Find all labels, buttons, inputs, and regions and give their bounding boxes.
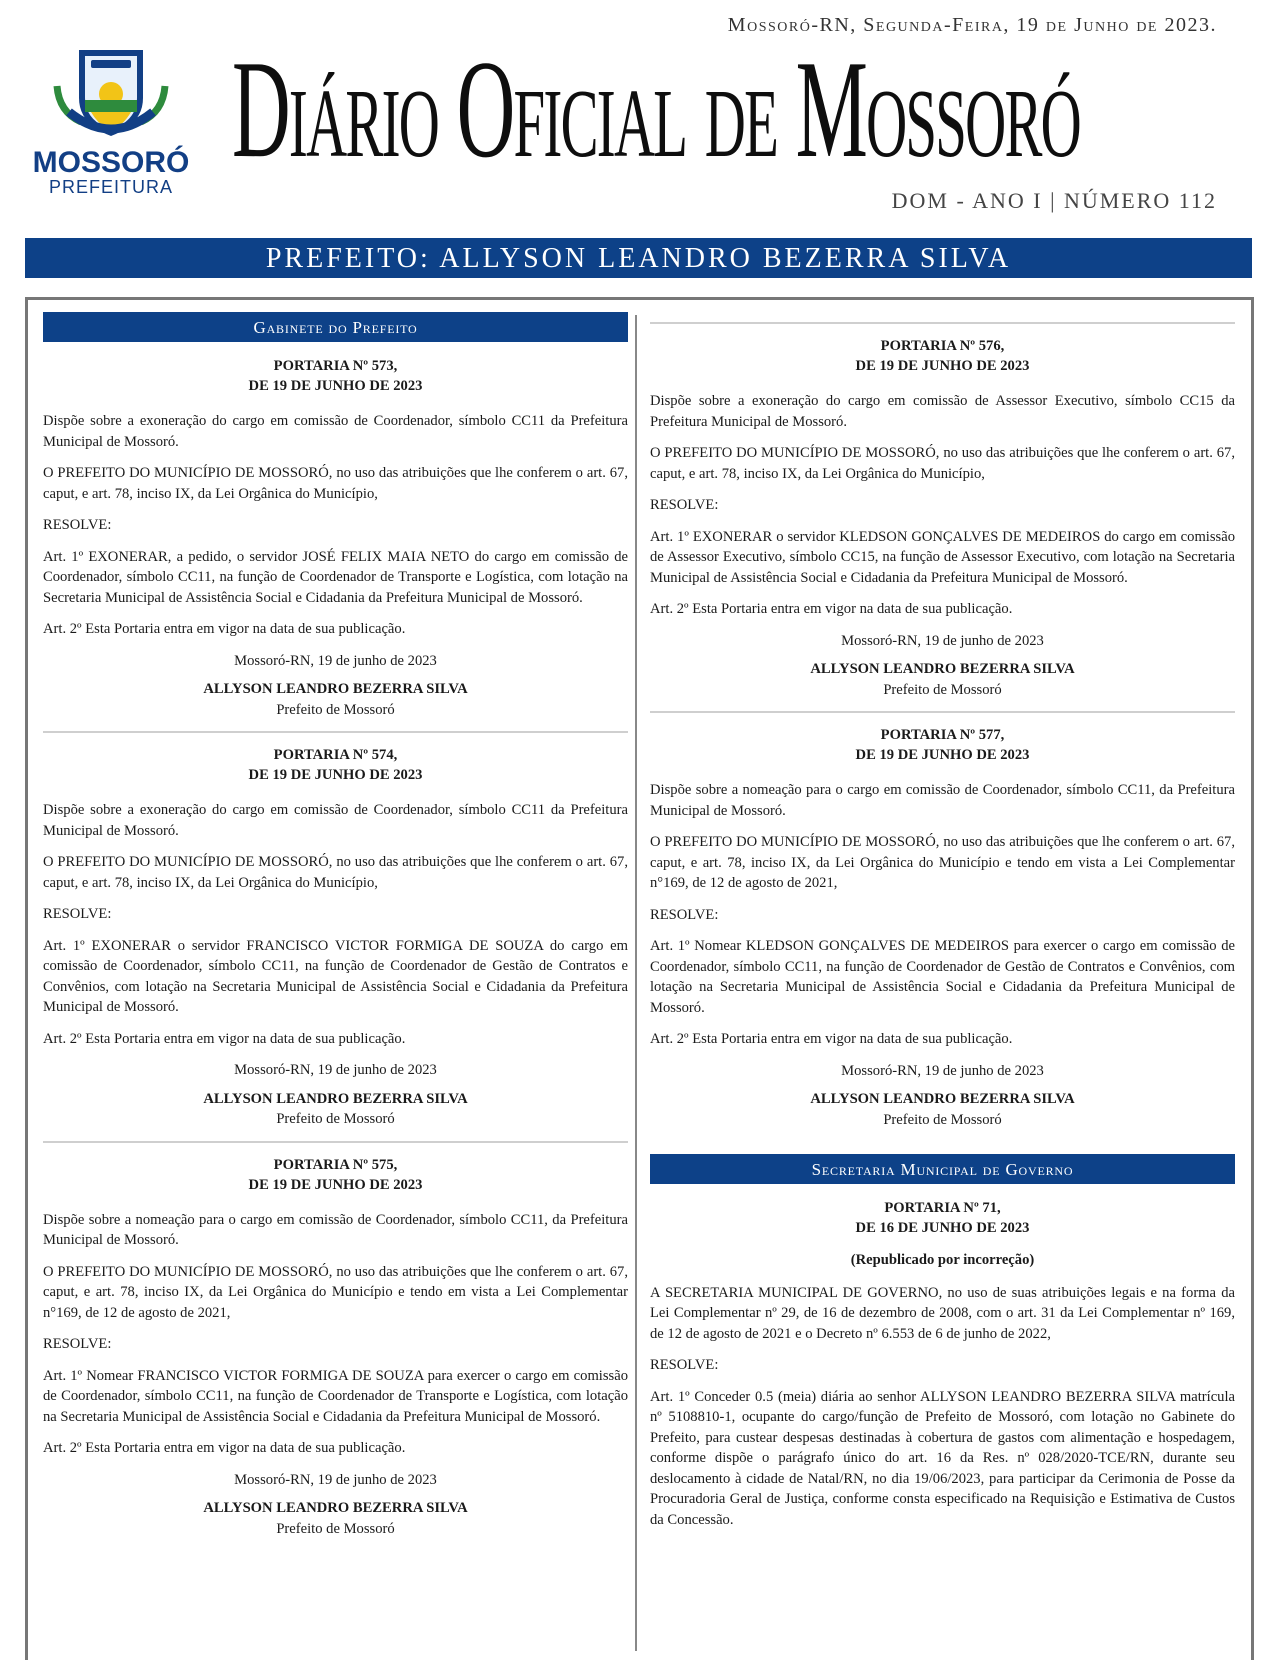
portaria-number: PORTARIA Nº 573, bbox=[273, 358, 398, 374]
portaria-title bbox=[43, 745, 628, 785]
mayor-banner: PREFEITO: ALLYSON LEANDRO BEZERRA SILVA bbox=[25, 238, 1252, 278]
dateline: Mossoró-RN, Segunda-Feira, 19 de Junho de 2023. bbox=[727, 14, 1217, 36]
portaria-signer-role: Prefeito de Mossoró bbox=[883, 1111, 1002, 1128]
portaria-preamble: O PREFEITO DO MUNICÍPIO DE MOSSORÓ, no uso das atribuições que lhe conferem o art. 67, caput, e art. 78, inciso IX, da Lei Orgânica do Município, bbox=[650, 445, 1235, 482]
portaria-574 bbox=[43, 745, 628, 1130]
portaria-art1: Art. 1º Nomear FRANCISCO VICTOR FORMIGA DE SOUZA para exercer o cargo em comissão de Coordenador, símbolo CC11, na função de Coordenador de Transporte e Logística, com lotação na Secretaria Municipal de Assistência Social e Cidadania da Prefeitura Municipal de Mossoró. bbox=[43, 1367, 628, 1425]
portaria-title bbox=[650, 725, 1235, 765]
portaria-signer: ALLYSON LEANDRO BEZERRA SILVA bbox=[810, 661, 1075, 677]
portaria-ementa: Dispõe sobre a exoneração do cargo em comissão de Assessor Executivo, símbolo CC15 da Prefeitura Municipal de Mossoró. bbox=[650, 393, 1235, 430]
portaria-signer: ALLYSON LEANDRO BEZERRA SILVA bbox=[203, 1500, 468, 1516]
portaria-number: PORTARIA Nº 577, bbox=[880, 727, 1005, 743]
portaria-573 bbox=[43, 356, 628, 720]
portaria-number: PORTARIA Nº 576, bbox=[880, 338, 1005, 354]
portaria-art1: Art. 1º EXONERAR, a pedido, o servidor JOSÉ FELIX MAIA NETO do cargo em comissão de Coordenador, símbolo CC11, na função de Coordenador de Transporte e Logística, com lotação na Secretaria Municipal de Assistência Social e Cidadania da Prefeitura Municipal de Mossoró. bbox=[43, 548, 628, 606]
portaria-ementa: Dispõe sobre a exoneração do cargo em comissão de Coordenador, símbolo CC11 da Prefeitura Municipal de Mossoró. bbox=[43, 413, 628, 450]
separator bbox=[43, 731, 628, 733]
portaria-preamble: O PREFEITO DO MUNICÍPIO DE MOSSORÓ, no uso das atribuições que lhe conferem o art. 67, caput, e art. 78, inciso IX, da Lei Orgânica do Município e tendo em vista a Lei Complementar n°169, de 12 de agosto de 2021, bbox=[650, 834, 1235, 891]
portaria-date: DE 19 DE JUNHO DE 2023 bbox=[248, 767, 423, 783]
portaria-art1: Art. 1º Nomear KLEDSON GONÇALVES DE MEDEIROS para exercer o cargo em comissão de Coordenador, símbolo CC11, na função de Coordenador de Gestão de Contratos e Convênios, com lotação na Secretaria Municipal de Assistência Social e Cidadania da Prefeitura Municipal de Mossoró. bbox=[650, 938, 1235, 1016]
portaria-signer: ALLYSON LEANDRO BEZERRA SILVA bbox=[203, 681, 468, 697]
portaria-signer-role: Prefeito de Mossoró bbox=[276, 1520, 395, 1537]
portaria-preamble: A SECRETARIA MUNICIPAL DE GOVERNO, no uso de suas atribuições legais e na forma da Lei Complementar nº 29, de 16 de dezembro de 2008, com o art. 31 da Lei Complementar nº 169, de 12 de agosto de 2021 e o Decreto nº 6.553 de 6 de junho de 2022, bbox=[650, 1284, 1235, 1342]
portaria-art2: Art. 2º Esta Portaria entra em vigor na data de sua publicação. bbox=[43, 1440, 406, 1456]
left-column bbox=[43, 312, 628, 1539]
portaria-preamble: O PREFEITO DO MUNICÍPIO DE MOSSORÓ, no uso das atribuições que lhe conferem o art. 67, caput, e art. 78, inciso IX, da Lei Orgânica do Município e tendo em vista a Lei Complementar n°169, de 12 de agosto de 2021, bbox=[43, 1263, 628, 1321]
portaria-place-date: Mossoró-RN, 19 de junho de 2023 bbox=[234, 1471, 437, 1488]
portaria-art2: Art. 2º Esta Portaria entra em vigor na data de sua publicação. bbox=[43, 621, 406, 637]
section-header-gabinete: Gabinete do Prefeito bbox=[43, 312, 628, 342]
separator bbox=[43, 1141, 628, 1143]
portaria-signer: ALLYSON LEANDRO BEZERRA SILVA bbox=[203, 1090, 468, 1107]
portaria-577 bbox=[650, 725, 1235, 1130]
portaria-ementa: Dispõe sobre a nomeação para o cargo em comissão de Coordenador, símbolo CC11, da Prefeitura Municipal de Mossoró. bbox=[650, 782, 1235, 819]
portaria-number: PORTARIA Nº 575, bbox=[273, 1156, 398, 1173]
prefeitura-logo bbox=[22, 42, 200, 207]
portaria-date: DE 19 DE JUNHO DE 2023 bbox=[855, 747, 1030, 763]
portaria-place-date: Mossoró-RN, 19 de junho de 2023 bbox=[841, 632, 1044, 649]
portaria-title bbox=[650, 336, 1235, 376]
portaria-number: PORTARIA Nº 71, bbox=[884, 1200, 1001, 1216]
logo-brand: MOSSORÓ bbox=[32, 146, 190, 179]
portaria-resolve: RESOLVE: bbox=[650, 906, 719, 923]
portaria-title bbox=[43, 356, 628, 396]
right-column bbox=[650, 312, 1235, 1541]
portaria-art2: Art. 2º Esta Portaria entra em vigor na data de sua publicação. bbox=[650, 1031, 1013, 1047]
portaria-title bbox=[43, 1155, 628, 1195]
portaria-resolve: RESOLVE: bbox=[43, 906, 112, 922]
portaria-preamble: O PREFEITO DO MUNICÍPIO DE MOSSORÓ, no uso das atribuições que lhe conferem o art. 67, caput, e art. 78, inciso IX, da Lei Orgânica do Município, bbox=[43, 465, 628, 502]
portaria-71 bbox=[650, 1198, 1235, 1530]
portaria-art1: Art. 1º EXONERAR o servidor FRANCISCO VICTOR FORMIGA DE SOUZA do cargo em comissão de Coordenador, símbolo CC11, na função de Coordenador de Gestão de Contratos e Convênios, com lotação na Secretaria Municipal de Assistência Social e Cidadania da Prefeitura Municipal de Mossoró. bbox=[43, 937, 628, 1015]
portaria-number: PORTARIA Nº 574, bbox=[273, 747, 398, 763]
portaria-resolve: RESOLVE: bbox=[43, 1336, 112, 1352]
portaria-signer: ALLYSON LEANDRO BEZERRA SILVA bbox=[810, 1091, 1075, 1107]
portaria-art2: Art. 2º Esta Portaria entra em vigor na data de sua publicação. bbox=[43, 1030, 406, 1047]
portaria-date: DE 19 DE JUNHO DE 2023 bbox=[248, 1176, 423, 1193]
republication-note: (Republicado por incorreção) bbox=[850, 1252, 1035, 1268]
portaria-signer-role: Prefeito de Mossoró bbox=[276, 1111, 395, 1127]
portaria-date: DE 19 DE JUNHO DE 2023 bbox=[855, 358, 1030, 374]
portaria-preamble: O PREFEITO DO MUNICÍPIO DE MOSSORÓ, no uso das atribuições que lhe conferem o art. 67, caput, e art. 78, inciso IX, da Lei Orgânica do Município, bbox=[43, 854, 628, 891]
city-coat-of-arms-icon bbox=[51, 42, 171, 144]
portaria-place-date: Mossoró-RN, 19 de junho de 2023 bbox=[234, 1062, 437, 1078]
masthead-title: Diário Oficial de Mossoró bbox=[232, 32, 1080, 187]
section-header-governo: Secretaria Municipal de Governo bbox=[650, 1154, 1235, 1184]
portaria-title bbox=[650, 1198, 1235, 1238]
logo-subtitle: PREFEITURA bbox=[48, 177, 173, 197]
portaria-signer-role: Prefeito de Mossoró bbox=[276, 701, 395, 718]
portaria-575 bbox=[43, 1155, 628, 1540]
column-divider bbox=[635, 315, 637, 1651]
portaria-signer-role: Prefeito de Mossoró bbox=[883, 681, 1002, 698]
portaria-art2: Art. 2º Esta Portaria entra em vigor na data de sua publicação. bbox=[650, 601, 1013, 617]
portaria-resolve: RESOLVE: bbox=[43, 517, 112, 533]
issue-number: DOM - ANO I | NÚMERO 112 bbox=[891, 188, 1217, 213]
portaria-576 bbox=[650, 336, 1235, 700]
portaria-art1: Art. 1º EXONERAR o servidor KLEDSON GONÇALVES DE MEDEIROS do cargo em comissão de Assessor Executivo, símbolo CC15, na função de Assessor Executivo, com lotação na Secretaria Municipal de Assistência Social e Cidadania da Prefeitura Municipal de Mossoró. bbox=[650, 528, 1235, 586]
portaria-place-date: Mossoró-RN, 19 de junho de 2023 bbox=[841, 1062, 1044, 1079]
portaria-place-date: Mossoró-RN, 19 de junho de 2023 bbox=[234, 652, 437, 669]
portaria-ementa: Dispõe sobre a nomeação para o cargo em comissão de Coordenador, símbolo CC11, da Prefeitura Municipal de Mossoró. bbox=[43, 1211, 628, 1248]
portaria-ementa: Dispõe sobre a exoneração do cargo em comissão de Coordenador, símbolo CC11 da Prefeitura Municipal de Mossoró. bbox=[43, 802, 628, 839]
portaria-resolve: RESOLVE: bbox=[650, 497, 719, 513]
portaria-resolve: RESOLVE: bbox=[650, 1357, 719, 1373]
portaria-date: DE 19 DE JUNHO DE 2023 bbox=[248, 378, 423, 394]
portaria-art1: Art. 1º Conceder 0.5 (meia) diária ao senhor ALLYSON LEANDRO BEZERRA SILVA matrícula nº 5108810-1, ocupante do cargo/função de Prefeito de Mossoró, com lotação no Gabinete do Prefeito, para custear despesas destinadas à cobertura de gastos com alimentação e hospedagem, conforme dispõe o parágrafo único do art. 16 da Res. nº 028/2020-TCE/RN, durante seu deslocamento à cidade de Natal/RN, no dia 19/06/2023, para participar da Cerimonia de Posse da Procuradoria Geral de Justiça, conforme consta especificado na Requisição e Estimativa de Custos da Concessão. bbox=[650, 1388, 1235, 1528]
separator bbox=[650, 711, 1235, 713]
portaria-date: DE 16 DE JUNHO DE 2023 bbox=[855, 1220, 1030, 1236]
separator bbox=[650, 322, 1235, 324]
